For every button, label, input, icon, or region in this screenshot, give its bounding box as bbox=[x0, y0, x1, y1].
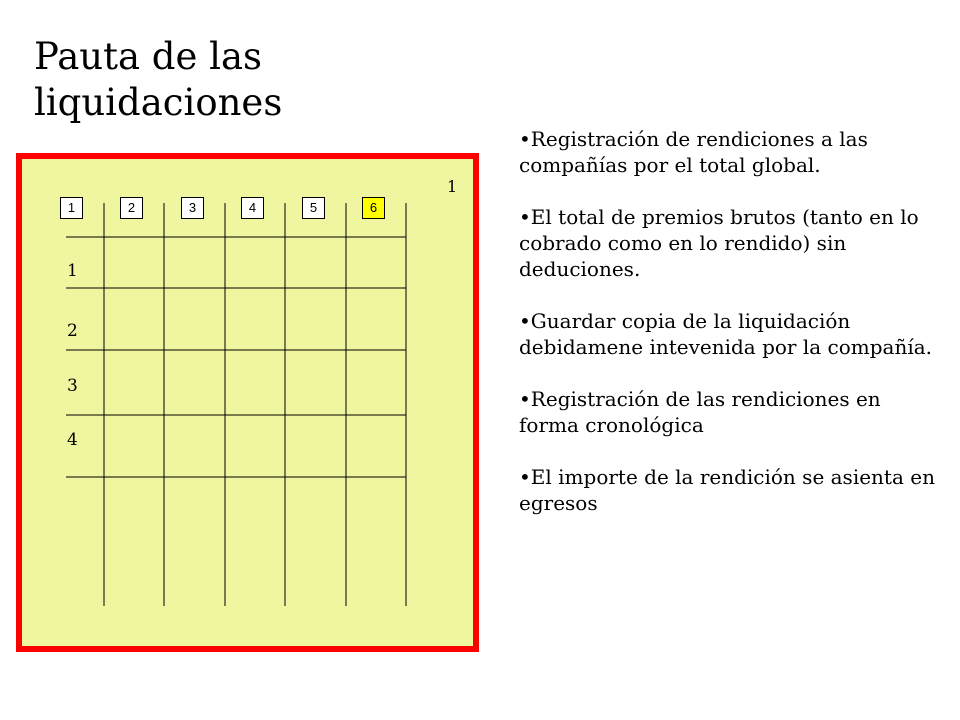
column-number-6-highlighted: 6 bbox=[362, 197, 385, 219]
row-label-1: 1 bbox=[67, 261, 78, 281]
column-number-1: 1 bbox=[60, 197, 83, 219]
page-title bbox=[34, 34, 282, 126]
ledger-grid-lines bbox=[22, 159, 473, 646]
row-label-4: 4 bbox=[67, 430, 78, 450]
column-number-4: 4 bbox=[241, 197, 264, 219]
bullet-item: •El importe de la rendición se asienta en egresos bbox=[519, 465, 935, 515]
bullet-item: •El total de premios brutos (tanto en lo cobrado como en lo rendido) sin deduciones. bbox=[519, 205, 919, 281]
bullet-item: •Guardar copia de la liquidación debidamene intevenida por la compañía. bbox=[519, 309, 933, 359]
bullet-item: •Registración de rendiciones a las compañías por el total global. bbox=[519, 127, 868, 177]
column-number-3: 3 bbox=[181, 197, 204, 219]
column-number-5: 5 bbox=[302, 197, 325, 219]
row-label-2: 2 bbox=[67, 321, 78, 341]
title-line-2: liquidaciones bbox=[34, 81, 283, 124]
bullet-list bbox=[519, 126, 939, 542]
page-number: 1 bbox=[447, 177, 458, 196]
column-number-2: 2 bbox=[120, 197, 143, 219]
ledger-grid-panel bbox=[16, 153, 479, 652]
bullet-item: •Registración de las rendiciones en forma cronológica bbox=[519, 387, 881, 437]
row-label-3: 3 bbox=[67, 376, 78, 396]
title-line-1: Pauta de las bbox=[34, 35, 263, 78]
